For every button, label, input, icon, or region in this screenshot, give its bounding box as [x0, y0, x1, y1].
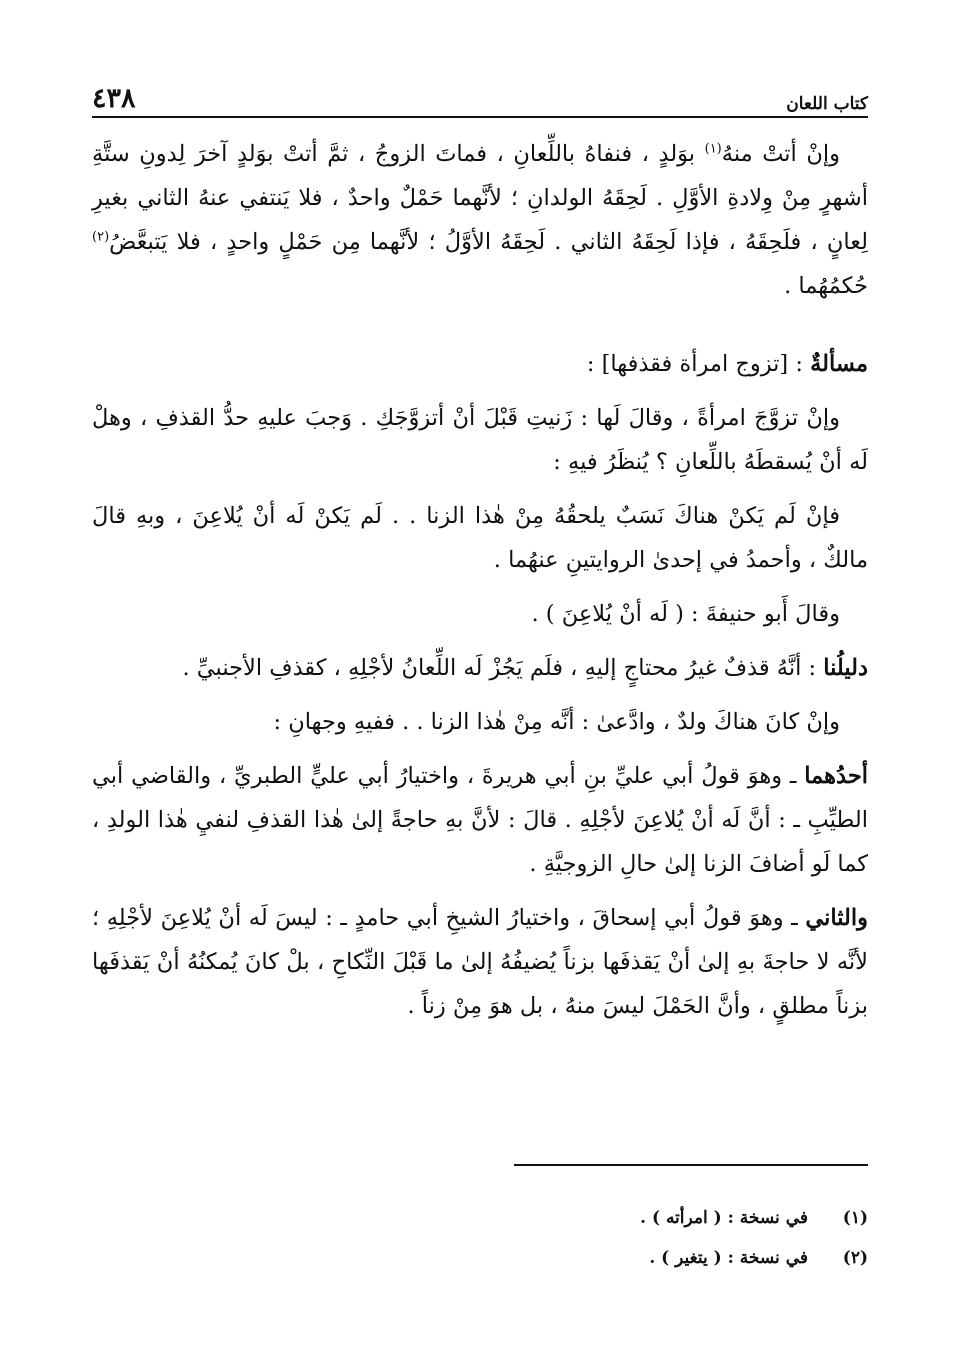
paragraph-1 — [92, 132, 868, 308]
paragraph-1-text-b: بوَلدٍ ، فنفاهُ باللِّعانِ ، فماتَ الزوجُ ، ثمَّ أتتْ بوَلدٍ آخرَ لِدونِ ستَّةِ أشهرٍ مِنْ وِلادةِ الأوَّلِ . لَحِقَهُ الولدانِ ؛ لأنَّهما حَمْلٌ واحدٌ ، فلا يَنتفي عنهُ الثاني بغيرِ لِعانٍ ، فلَحِقَهُ ، فإذا لَحِقَهُ الثاني . لَحِقَهُ الأوَّلُ ؛ لأنَّهما مِن حَمْلٍ واحدٍ ، فلا يَتبعَّضُ — [92, 141, 868, 255]
footnote-ref-1: (١) — [704, 141, 722, 157]
footnote-2 — [92, 1238, 868, 1278]
main-text — [92, 132, 868, 1038]
footnote-text: في نسخة : ( امرأته ) . — [640, 1208, 808, 1228]
paragraph-6: وإنْ كانَ هناكَ ولدٌ ، وادَّعىٰ : أنَّه مِنْ هٰذا الزنا . . ففيهِ وجهانِ : — [273, 709, 840, 735]
paragraph-1-text-c: حُكمُهُما . — [784, 273, 868, 299]
header-divider — [92, 116, 868, 118]
footnote-1 — [92, 1198, 868, 1238]
paragraph-5-text: : أنَّهُ قذفٌ غيرُ محتاجٍ إليهِ ، فلَم يَجُزْ لَه اللِّعانُ لأجْلِهِ ، كقذفِ الأجنبيِّ . — [182, 655, 824, 681]
masala-heading — [92, 342, 868, 386]
footnote-number: (١) — [842, 1208, 868, 1228]
page-header — [92, 80, 868, 114]
footnote-divider — [514, 1164, 868, 1166]
paragraph-7 — [92, 754, 868, 886]
footnote-number: (٢) — [842, 1248, 868, 1268]
second-view-label: والثاني — [805, 905, 868, 931]
masala-title: : [تزوج امرأة فقذفها] : — [586, 351, 811, 377]
paragraph-7-text: ـ وهوَ قولُ أبي عليِّ بنِ أبي هريرةَ ، واختيارُ أبي عليٍّ الطبريِّ ، والقاضي أبي الطيِّبِ ـ : أنَّ لَه أنْ يُلاعِنَ لأجْلِهِ . قالَ : لأنَّ بهِ حاجةً إلىٰ هٰذا القذفِ لنفيِ هٰذا الولدِ ، كما لَو أضافَ الزنا إلىٰ حالِ الزوجيَّةِ . — [92, 763, 868, 877]
footnote-text: في نسخة : ( يتغير ) . — [649, 1248, 808, 1268]
page-number: ٤٣٨ — [92, 83, 136, 114]
paragraph-5 — [92, 646, 868, 690]
first-view-label: أحدُهما — [804, 763, 868, 789]
paragraph-1-text-a: وإنْ أتتْ منهُ — [721, 141, 840, 167]
footnote-ref-2: (٢) — [92, 229, 110, 245]
running-title: كتاب اللعان — [786, 94, 868, 114]
evidence-label: دليلُنا — [823, 655, 868, 681]
masala-label: مسألةٌ — [810, 351, 868, 377]
paragraph-8-text: ـ وهوَ قولُ أبي إسحاقَ ، واختيارُ الشيخِ أبي حامدٍ ـ : ليسَ لَه أنْ يُلاعِنَ لأجْلِهِ ؛ لأنَّه لا حاجةَ بهِ إلىٰ أنْ يَقذفَها بزناً يُضيفُهُ إلىٰ ما قَبْلَ النِّكاحِ ، بلْ كانَ يُمكنُهُ أنْ يَقذفَها بزناً مطلقٍ ، وأنَّ الحَمْلَ ليسَ منهُ ، بل هوَ مِنْ زناً . — [92, 905, 868, 1019]
footnotes — [92, 1198, 868, 1278]
paragraph-4: وقالَ أَبو حنيفةَ : ( لَه أنْ يُلاعِنَ ) . — [531, 601, 840, 627]
paragraph-3: فإنْ لَم يَكنْ هناكَ نَسَبٌ يلحقُهُ مِنْ هٰذا الزنا . . لَم يَكنْ لَه أنْ يُلاعِنَ ، وبهِ قالَ مالكٌ ، وأحمدُ في إحدىٰ الروايتينِ عنهُما . — [92, 503, 868, 573]
paragraph-2: وإنْ تزوَّجَ امرأةً ، وقالَ لَها : زَنيتِ قَبْلَ أنْ أتزوَّجَكِ . وَجبَ عليهِ حدُّ القذفِ ، وهلْ لَه أنْ يُسقطَهُ باللِّعانِ ؟ يُنظَرُ فيهِ : — [92, 405, 868, 475]
paragraph-8 — [92, 896, 868, 1028]
